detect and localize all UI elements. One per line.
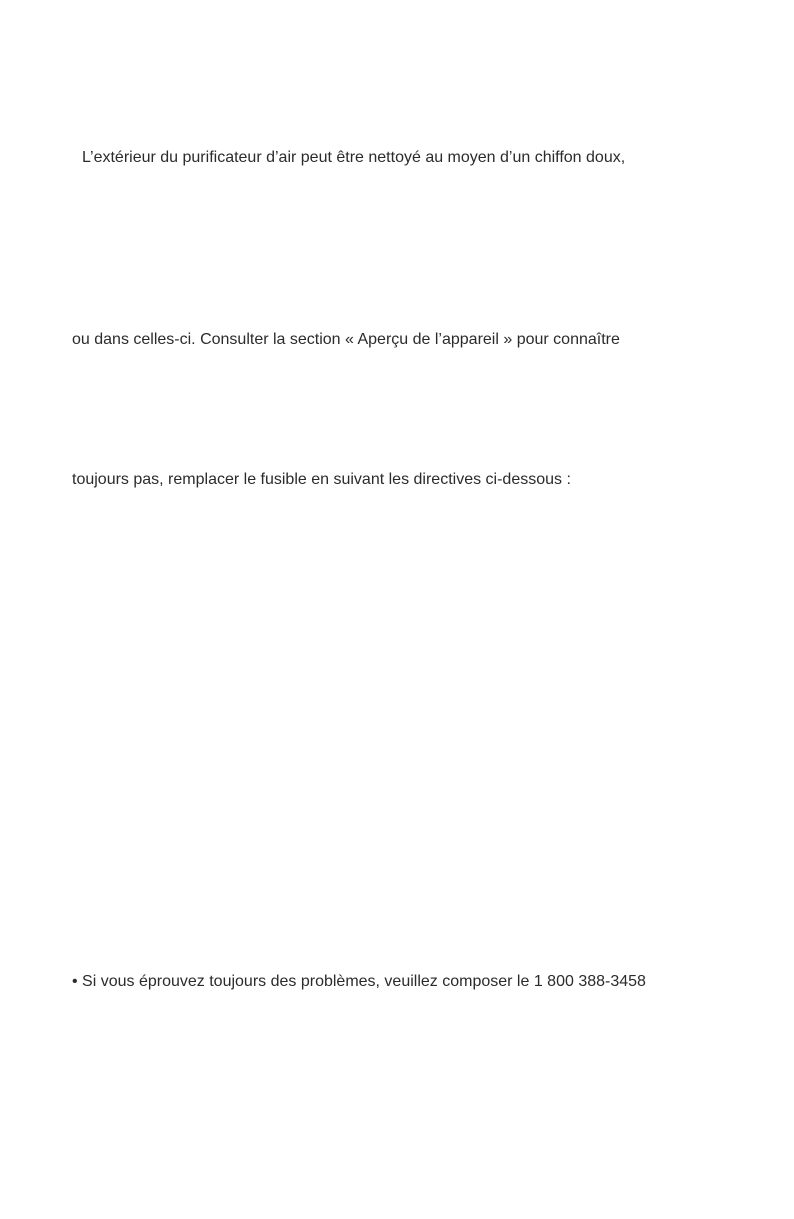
- text-line-cleaning-exterior: L’extérieur du purificateur d’air peut être nettoyé au moyen d’un chiffon doux,: [82, 149, 626, 166]
- text-line-device-overview-reference: ou dans celles-ci. Consulter la section « Aperçu de l’appareil » pour connaître: [72, 331, 620, 348]
- text-line-support-phone: • Si vous éprouvez toujours des problèmes, veuillez composer le 1 800 388-3458: [72, 973, 646, 990]
- text-line-replace-fuse: toujours pas, remplacer le fusible en suivant les directives ci-dessous :: [72, 471, 571, 488]
